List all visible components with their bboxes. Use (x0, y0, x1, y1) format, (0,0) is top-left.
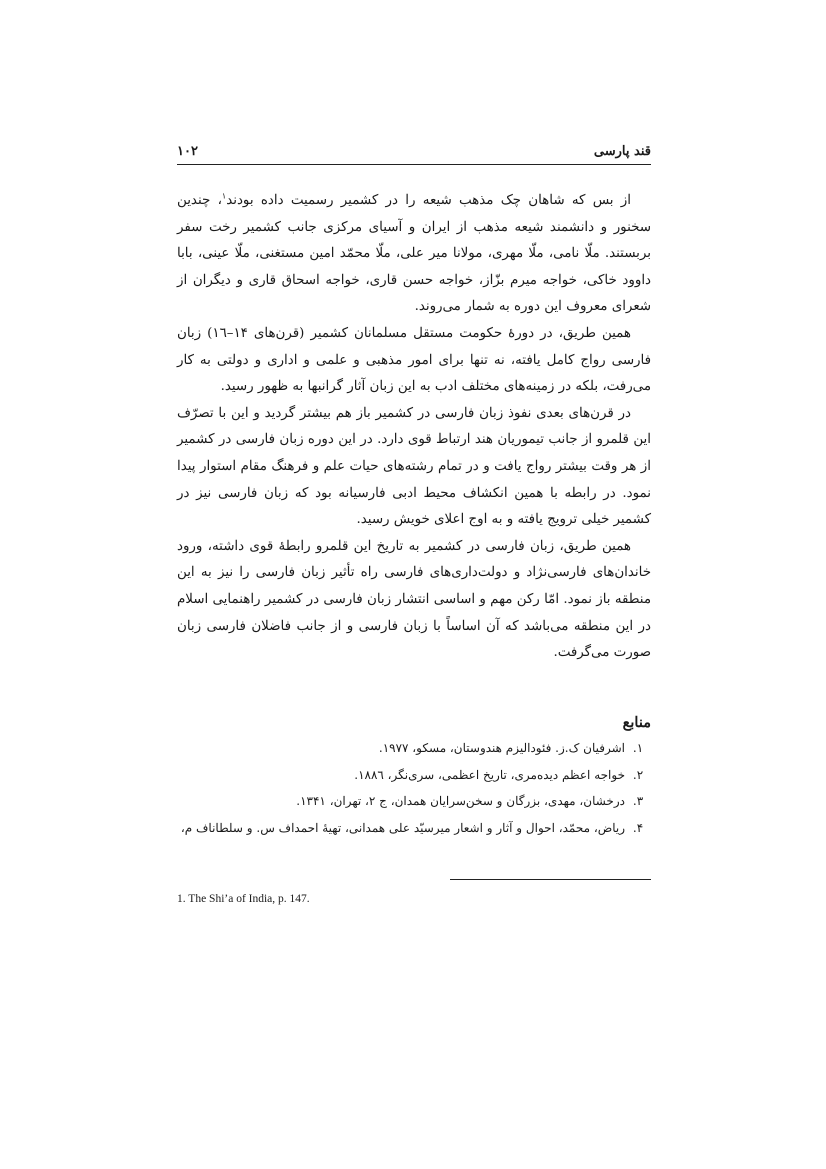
source-text: ریاض، محمّد، احوال و آثار و اشعار میرسیّد علی همدانی، تهیهٔ احمداف س. و سلطاناف م، (180, 820, 625, 835)
page-header (177, 142, 651, 165)
source-number: ۳. (632, 794, 644, 808)
source-number: ۱. (632, 741, 644, 755)
sources-list (177, 735, 651, 841)
list-item (177, 788, 651, 815)
sources-heading: منابع (622, 714, 651, 731)
paragraph-1 (177, 188, 651, 321)
source-number: ۲. (632, 767, 644, 782)
paragraph-1-text: از بس که شاهان چک مذهب شیعه را در کشمیر رسمیت داده بودند (226, 193, 631, 208)
source-text: اشرفیان ک.ز. فئودالیزم هندوستان، مسکو، ۱۹۷۷. (378, 741, 625, 755)
footnote-divider (450, 879, 651, 880)
list-item (177, 735, 651, 762)
source-text: درخشان، مهدی، بزرگان و سخن‌سرایان همدان، ج ۲، تهران، ۱۳۴۱. (296, 794, 625, 808)
page-number: ۱۰۲ (177, 144, 198, 159)
list-item (177, 762, 651, 789)
source-text: خواجه اعظم دیده‌مری، تاریخ اعظمی، سری‌نگر، ۱۸۸٦. (354, 767, 625, 782)
paragraph-4: همین طریق، زبان فارسی در کشمیر به تاریخ این قلمرو رابطهٔ قوی داشته، ورود خاندان‌های فارسی‌نژاد و دولت‌داری‌های فارسی راه تأثیر زبان فارسی را نیز به این منطقه باز نمود. امّا رکن مهم و اساسی انتشار زبان فارسی در کشمیر راهنمایی اسلام در این منطقه می‌باشد که آن اساساً با زبان فارسی و از جانب فاضلان فارسی زبان صورت می‌گرفت. (177, 538, 651, 661)
list-item (177, 815, 651, 842)
paragraph-1-text-cont: ، چندین سخنور و دانشمند شیعه مذهب از ایران و آسیای مرکزی جانب کشمیر رخت سفر بربستند. ملّا نامی، ملّا مهری، مولانا میر علی، ملّا محمّد امین مستغنی، ملّا عینی، بابا داوود خاکی، خواجه میرم بزّاز، خواجه حسن قاری، خواجه اسحاق قاری و دیگران از شعرای معروف این دوره به شمار می‌روند. (177, 193, 651, 315)
paragraph-3: در قرن‌های بعدی نفوذ زبان فارسی در کشمیر باز هم بیشتر گردید و این با تصرّف این قلمرو از جانب تیموریان هند ارتباط قوی دارد. در این دوره زبان فارسی در کشمیر از هر وقت بیشتر رواج یافت و در تمام رشته‌های حیات علم و فرهنگ مقام استوار پیدا نمود. در رابطه با همین انکشاف محیط ادبی فارسیانه بود که زبان فارسی نیز در کشمیر خیلی ترویج یافته و به اوج اعلای خویش رسید. (177, 405, 651, 528)
running-title: قند پارسی (593, 144, 651, 159)
paragraph-2: همین طریق، در دورهٔ حکومت مستقل مسلمانان کشمیر (قرن‌های ۱۴–۱٦) زبان فارسی رواج کامل یافته، نه تنها برای امور مذهبی و علمی و اداری و دولتی به کار می‌رفت، بلکه در زمینه‌های مختلف ادب به این زبان آثار گرانبها به ظهور رسید. (177, 325, 651, 395)
body-text (177, 188, 651, 667)
source-number: ۴. (632, 820, 644, 835)
footnote-reference: ۱ (221, 191, 227, 201)
footnote: 1. The Shi’a of India, p. 147. (177, 893, 310, 905)
